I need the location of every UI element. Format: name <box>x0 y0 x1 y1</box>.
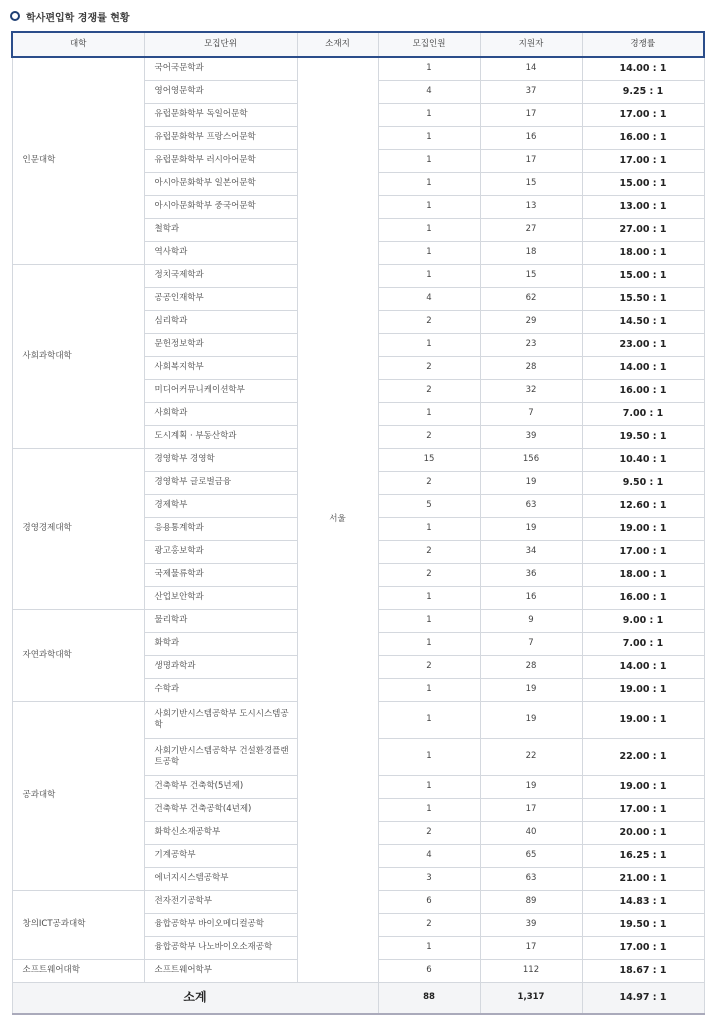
quota-cell: 15 <box>378 448 480 471</box>
rate-cell: 10.40 : 1 <box>582 448 704 471</box>
unit-name: 철학과 <box>144 218 297 241</box>
rate-cell: 27.00 : 1 <box>582 218 704 241</box>
unit-name: 심리학과 <box>144 310 297 333</box>
rate-cell: 19.50 : 1 <box>582 425 704 448</box>
applicants-cell: 32 <box>480 379 582 402</box>
applicants-cell: 17 <box>480 798 582 821</box>
quota-cell: 2 <box>378 913 480 936</box>
quota-cell: 2 <box>378 471 480 494</box>
rate-cell: 19.00 : 1 <box>582 701 704 738</box>
section-title-text: 학사편입학 경쟁률 현황 <box>26 12 130 24</box>
applicants-cell: 16 <box>480 126 582 149</box>
rate-cell: 21.00 : 1 <box>582 867 704 890</box>
quota-cell: 1 <box>378 936 480 959</box>
rate-cell: 17.00 : 1 <box>582 103 704 126</box>
rate-cell: 7.00 : 1 <box>582 402 704 425</box>
table-header <box>12 32 704 57</box>
unit-name: 물리학과 <box>144 609 297 632</box>
unit-name: 사회복지학부 <box>144 356 297 379</box>
quota-cell: 1 <box>378 402 480 425</box>
quota-cell: 2 <box>378 356 480 379</box>
applicants-cell: 19 <box>480 517 582 540</box>
location-cell: 서울 <box>297 57 378 982</box>
applicants-cell: 17 <box>480 149 582 172</box>
unit-name: 소프트웨어학부 <box>144 959 297 982</box>
rate-cell: 20.00 : 1 <box>582 821 704 844</box>
rate-cell: 17.00 : 1 <box>582 540 704 563</box>
unit-name: 경제학부 <box>144 494 297 517</box>
rate-cell: 18.00 : 1 <box>582 563 704 586</box>
rate-cell: 14.00 : 1 <box>582 655 704 678</box>
rate-cell: 9.50 : 1 <box>582 471 704 494</box>
rate-cell: 19.50 : 1 <box>582 913 704 936</box>
unit-name: 에너지시스템공학부 <box>144 867 297 890</box>
applicants-cell: 19 <box>480 471 582 494</box>
applicants-cell: 22 <box>480 738 582 775</box>
header-quota: 모집인원 <box>378 32 480 57</box>
unit-name: 생명과학과 <box>144 655 297 678</box>
unit-name: 전자전기공학부 <box>144 890 297 913</box>
applicants-cell: 14 <box>480 57 582 80</box>
quota-cell: 1 <box>378 586 480 609</box>
rate-cell: 16.00 : 1 <box>582 586 704 609</box>
unit-name: 수학과 <box>144 678 297 701</box>
rate-cell: 16.00 : 1 <box>582 126 704 149</box>
applicants-cell: 9 <box>480 609 582 632</box>
quota-cell: 2 <box>378 425 480 448</box>
header-unit: 모집단위 <box>144 32 297 57</box>
quota-cell: 1 <box>378 126 480 149</box>
quota-cell: 2 <box>378 540 480 563</box>
section-title <box>10 8 130 24</box>
unit-name: 국제물류학과 <box>144 563 297 586</box>
quota-cell: 1 <box>378 57 480 80</box>
header-applicants: 지원자 <box>480 32 582 57</box>
quota-cell: 1 <box>378 632 480 655</box>
table-body <box>12 57 704 982</box>
competition-rate-table <box>11 31 705 1015</box>
applicants-cell: 28 <box>480 655 582 678</box>
college-name: 자연과학대학 <box>12 609 144 701</box>
unit-name: 화학신소재공학부 <box>144 821 297 844</box>
unit-name: 융합공학부 나노바이오소재공학 <box>144 936 297 959</box>
unit-name: 영어영문학과 <box>144 80 297 103</box>
rate-cell: 19.00 : 1 <box>582 775 704 798</box>
quota-cell: 2 <box>378 310 480 333</box>
college-name: 경영경제대학 <box>12 448 144 609</box>
unit-name: 유럽문화학부 독일어문학 <box>144 103 297 126</box>
applicants-cell: 36 <box>480 563 582 586</box>
applicants-cell: 7 <box>480 402 582 425</box>
quota-cell: 1 <box>378 738 480 775</box>
unit-name: 기계공학부 <box>144 844 297 867</box>
unit-name: 아시아문화학부 일본어문학 <box>144 172 297 195</box>
quota-cell: 1 <box>378 701 480 738</box>
quota-cell: 4 <box>378 80 480 103</box>
rate-cell: 17.00 : 1 <box>582 798 704 821</box>
total-rate: 14.97 : 1 <box>582 982 704 1014</box>
quota-cell: 1 <box>378 517 480 540</box>
rate-cell: 12.60 : 1 <box>582 494 704 517</box>
college-name: 공과대학 <box>12 701 144 890</box>
circle-bullet-icon <box>10 11 20 21</box>
quota-cell: 1 <box>378 775 480 798</box>
college-name: 사회과학대학 <box>12 264 144 448</box>
rate-cell: 17.00 : 1 <box>582 149 704 172</box>
applicants-cell: 65 <box>480 844 582 867</box>
unit-name: 융합공학부 바이오메디컬공학 <box>144 913 297 936</box>
quota-cell: 4 <box>378 844 480 867</box>
college-name: 창의ICT공과대학 <box>12 890 144 959</box>
rate-cell: 15.50 : 1 <box>582 287 704 310</box>
unit-name: 사회기반시스템공학부 도시시스템공학 <box>144 701 297 738</box>
college-name: 소프트웨어대학 <box>12 959 144 982</box>
quota-cell: 1 <box>378 609 480 632</box>
rate-cell: 7.00 : 1 <box>582 632 704 655</box>
unit-name: 유럽문화학부 러시아어문학 <box>144 149 297 172</box>
total-row <box>12 982 704 1014</box>
applicants-cell: 39 <box>480 425 582 448</box>
quota-cell: 1 <box>378 149 480 172</box>
applicants-cell: 18 <box>480 241 582 264</box>
quota-cell: 1 <box>378 678 480 701</box>
applicants-cell: 23 <box>480 333 582 356</box>
total-applicants: 1,317 <box>480 982 582 1014</box>
quota-cell: 6 <box>378 959 480 982</box>
rate-cell: 16.25 : 1 <box>582 844 704 867</box>
rate-cell: 14.00 : 1 <box>582 57 704 80</box>
rate-cell: 9.25 : 1 <box>582 80 704 103</box>
quota-cell: 2 <box>378 821 480 844</box>
unit-name: 응용통계학과 <box>144 517 297 540</box>
quota-cell: 2 <box>378 655 480 678</box>
unit-name: 사회학과 <box>144 402 297 425</box>
quota-cell: 1 <box>378 103 480 126</box>
applicants-cell: 40 <box>480 821 582 844</box>
unit-name: 문헌정보학과 <box>144 333 297 356</box>
applicants-cell: 13 <box>480 195 582 218</box>
unit-name: 사회기반시스템공학부 건설환경플랜트공학 <box>144 738 297 775</box>
unit-name: 산업보안학과 <box>144 586 297 609</box>
unit-name: 역사학과 <box>144 241 297 264</box>
unit-name: 도시계획 · 부동산학과 <box>144 425 297 448</box>
quota-cell: 6 <box>378 890 480 913</box>
quota-cell: 5 <box>378 494 480 517</box>
applicants-cell: 28 <box>480 356 582 379</box>
quota-cell: 1 <box>378 798 480 821</box>
applicants-cell: 156 <box>480 448 582 471</box>
total-quota: 88 <box>378 982 480 1014</box>
quota-cell: 2 <box>378 379 480 402</box>
rate-cell: 18.67 : 1 <box>582 959 704 982</box>
applicants-cell: 15 <box>480 172 582 195</box>
applicants-cell: 29 <box>480 310 582 333</box>
applicants-cell: 63 <box>480 494 582 517</box>
rate-cell: 17.00 : 1 <box>582 936 704 959</box>
rate-cell: 13.00 : 1 <box>582 195 704 218</box>
unit-name: 건축학부 건축공학(4년제) <box>144 798 297 821</box>
quota-cell: 3 <box>378 867 480 890</box>
rate-cell: 14.00 : 1 <box>582 356 704 379</box>
quota-cell: 1 <box>378 172 480 195</box>
quota-cell: 1 <box>378 264 480 287</box>
college-name: 인문대학 <box>12 57 144 264</box>
quota-cell: 1 <box>378 333 480 356</box>
applicants-cell: 63 <box>480 867 582 890</box>
header-college: 대학 <box>12 32 144 57</box>
unit-name: 광고홍보학과 <box>144 540 297 563</box>
rate-cell: 15.00 : 1 <box>582 172 704 195</box>
rate-cell: 22.00 : 1 <box>582 738 704 775</box>
applicants-cell: 112 <box>480 959 582 982</box>
unit-name: 공공인재학부 <box>144 287 297 310</box>
applicants-cell: 17 <box>480 936 582 959</box>
header-location: 소재지 <box>297 32 378 57</box>
rate-cell: 19.00 : 1 <box>582 678 704 701</box>
rate-cell: 15.00 : 1 <box>582 264 704 287</box>
applicants-cell: 37 <box>480 80 582 103</box>
applicants-cell: 19 <box>480 701 582 738</box>
unit-name: 건축학부 건축학(5년제) <box>144 775 297 798</box>
applicants-cell: 16 <box>480 586 582 609</box>
rate-cell: 18.00 : 1 <box>582 241 704 264</box>
applicants-cell: 39 <box>480 913 582 936</box>
quota-cell: 1 <box>378 195 480 218</box>
rate-cell: 14.50 : 1 <box>582 310 704 333</box>
unit-name: 유럽문화학부 프랑스어문학 <box>144 126 297 149</box>
unit-name: 국어국문학과 <box>144 57 297 80</box>
unit-name: 정치국제학과 <box>144 264 297 287</box>
quota-cell: 2 <box>378 563 480 586</box>
applicants-cell: 19 <box>480 775 582 798</box>
unit-name: 경영학부 경영학 <box>144 448 297 471</box>
applicants-cell: 19 <box>480 678 582 701</box>
quota-cell: 1 <box>378 218 480 241</box>
unit-name: 경영학부 글로벌금융 <box>144 471 297 494</box>
rate-cell: 9.00 : 1 <box>582 609 704 632</box>
rate-cell: 14.83 : 1 <box>582 890 704 913</box>
applicants-cell: 27 <box>480 218 582 241</box>
unit-name: 미디어커뮤니케이션학부 <box>144 379 297 402</box>
unit-name: 아시아문화학부 중국어문학 <box>144 195 297 218</box>
applicants-cell: 62 <box>480 287 582 310</box>
applicants-cell: 17 <box>480 103 582 126</box>
quota-cell: 4 <box>378 287 480 310</box>
table-footer <box>12 982 704 1014</box>
applicants-cell: 89 <box>480 890 582 913</box>
table-row <box>12 57 704 80</box>
rate-cell: 23.00 : 1 <box>582 333 704 356</box>
total-label: 소계 <box>12 982 378 1014</box>
applicants-cell: 7 <box>480 632 582 655</box>
applicants-cell: 15 <box>480 264 582 287</box>
header-rate: 경쟁률 <box>582 32 704 57</box>
rate-cell: 16.00 : 1 <box>582 379 704 402</box>
rate-cell: 19.00 : 1 <box>582 517 704 540</box>
unit-name: 화학과 <box>144 632 297 655</box>
applicants-cell: 34 <box>480 540 582 563</box>
quota-cell: 1 <box>378 241 480 264</box>
